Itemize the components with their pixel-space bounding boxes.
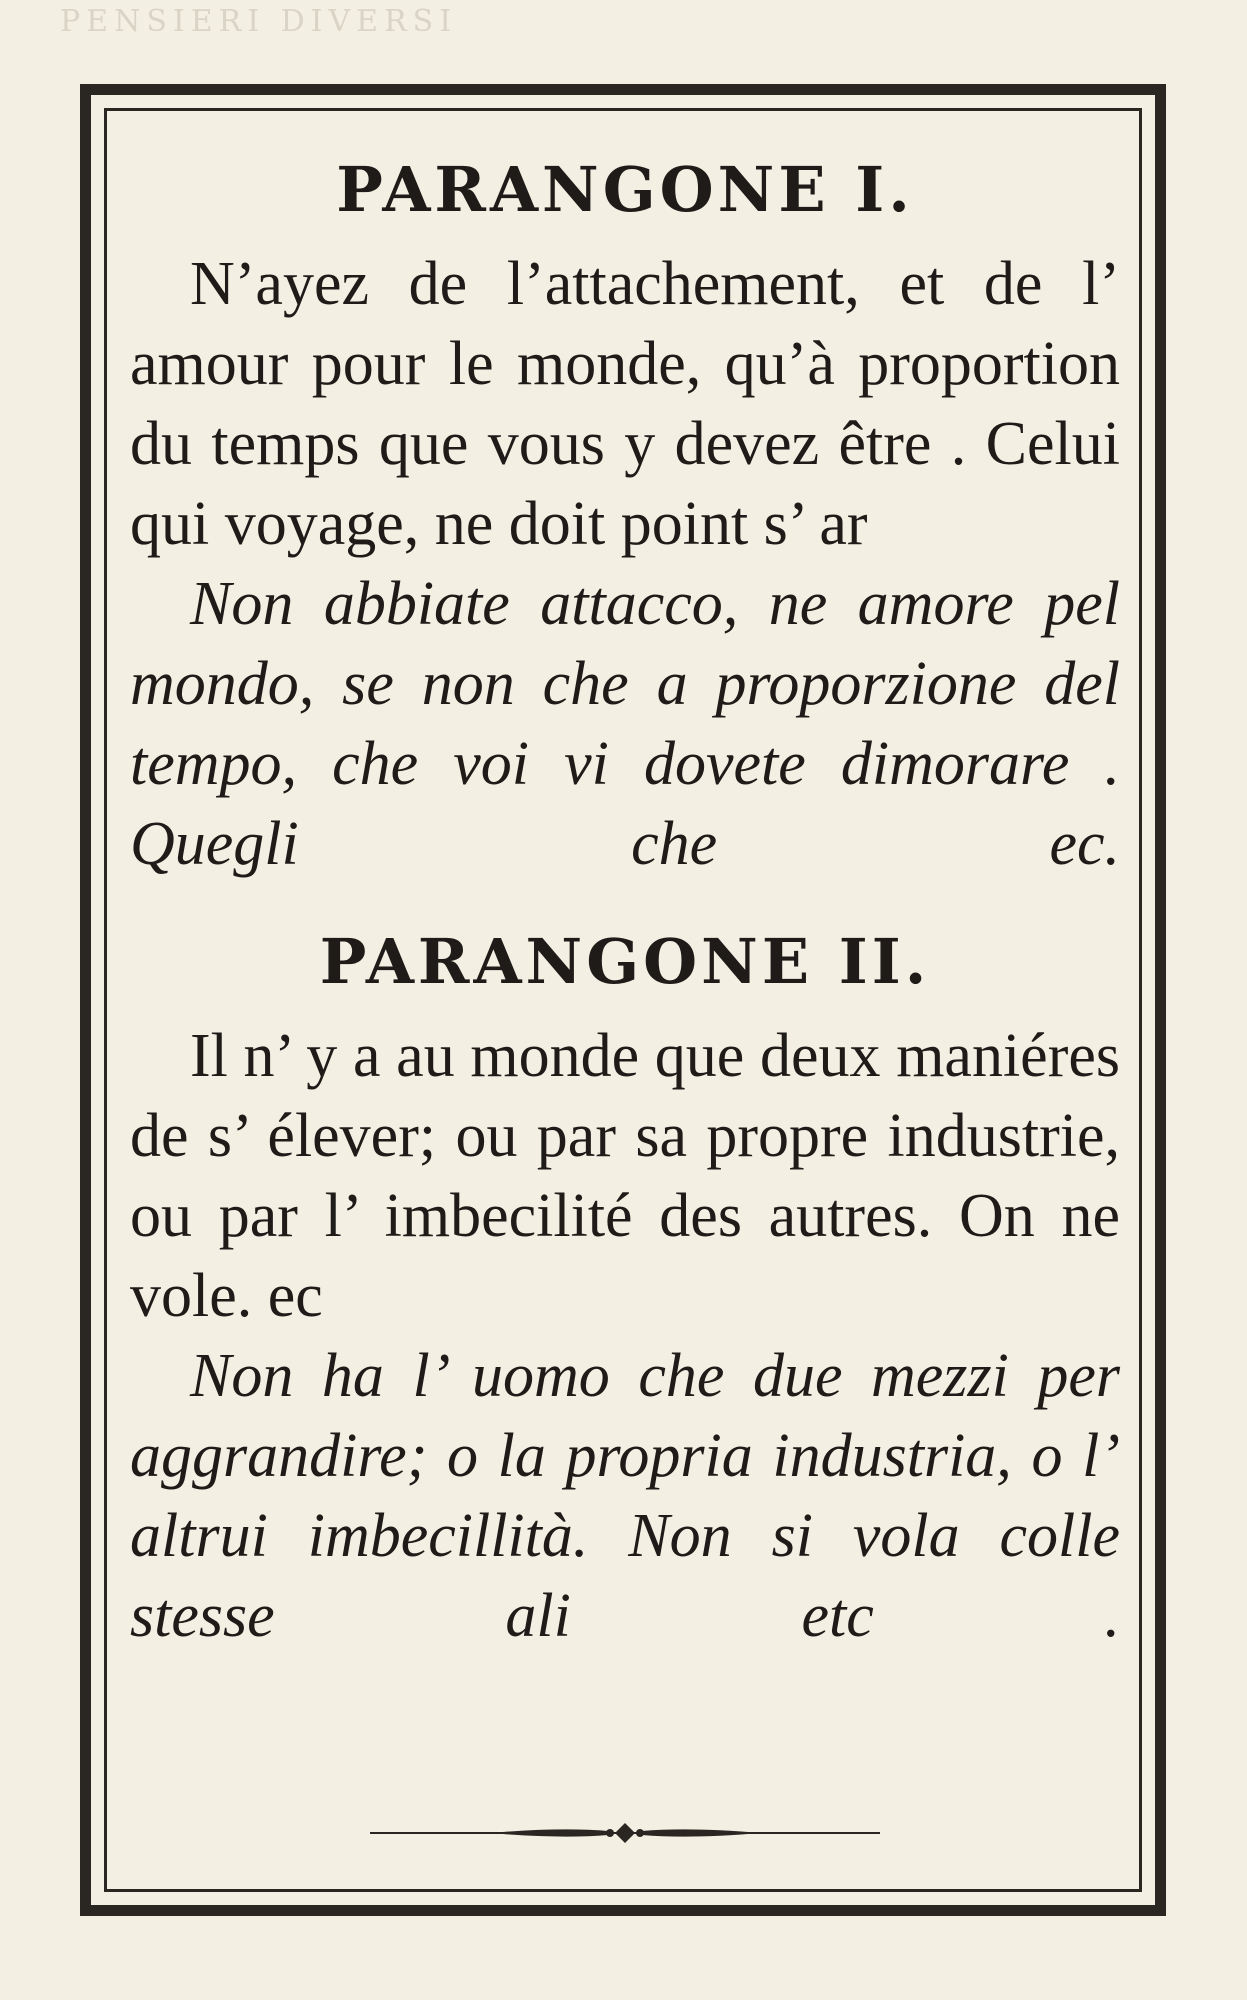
section-1-italian-text: Non abbiate attacco, ne amore pel mondo, se non che a proporzione del tempo, che voi vi dovete dimorare . Quegli che ec. [130, 570, 1120, 878]
bleed-through-header: PENSIERI DIVERSI [60, 4, 458, 39]
section-2-title: PARANGONE II. [319, 925, 931, 998]
section-1-french-text: N’ayez de l’attachement, et de l’ amour pour le monde, qu’à proportion du temps que vous y devez être . Celui qui voyage, ne doit point s’ ar [130, 250, 1120, 558]
section-1-title: PARANGONE I. [336, 153, 914, 226]
ornament-divider-icon [370, 1818, 880, 1848]
section-2-french-text: Il n’ y a au monde que deux maniéres de s’ élever; ou par sa propre industrie, ou par l’ imbecilité des autres. On ne vole. ec [130, 1022, 1120, 1330]
page-content [130, 150, 1120, 1656]
section-2-italian-text: Non ha l’ uomo che due mezzi per aggrandire; o la propria industria, o l’ altrui imbecillità. Non si vola colle stesse ali etc . [130, 1342, 1120, 1650]
